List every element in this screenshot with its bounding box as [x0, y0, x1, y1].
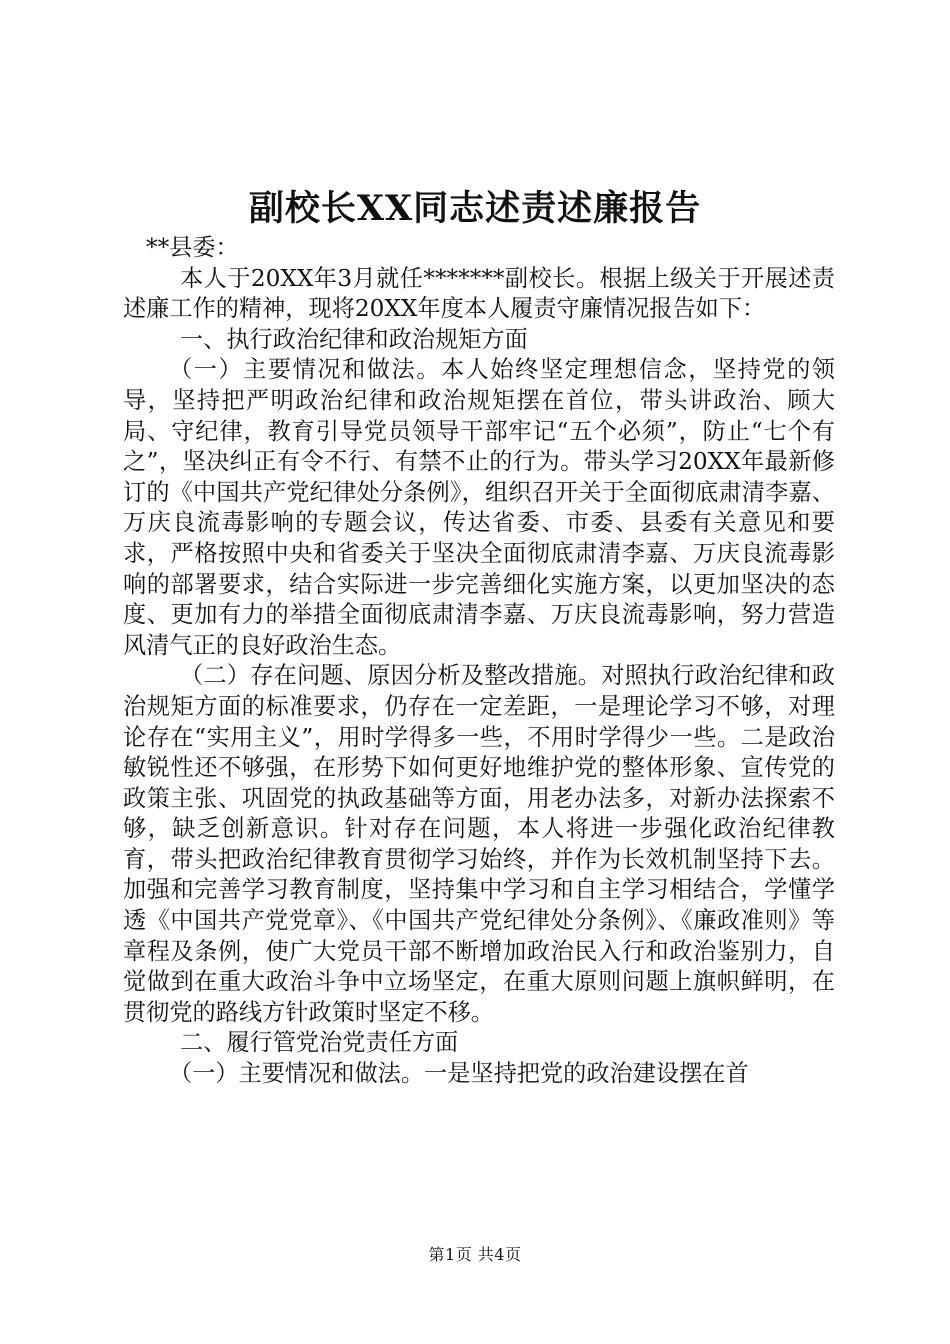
paragraph-1-1: （一）主要情况和做法。本人始终坚定理想信念，坚持党的领导，坚持把严明政治纪律和政治规矩摆在首位，带头讲政治、顾大局、守纪律，教育引导党员领导干部牢记“五个必须”，防止“七个有之”，坚决纠正有令不行、有禁不止的行为。带头学习20XX年最新修订的《中国共产党纪律处分条例》，组织召开关于全面彻底肃清李嘉、万庆良流毒影响的专题会议，传达省委、市委、县委有关意见和要求，严格按照中央和省委关于坚决全面彻底肃清李嘉、万庆良流毒影响的部署要求，结合实际进一步完善细化实施方案，以更加坚决的态度、更加有力的举措全面彻底肃清李嘉、万庆良流毒影响，努力营造风清气正的良好政治生态。	[123, 356, 835, 659]
salutation: **县委：	[146, 234, 239, 261]
paragraph-1-2: （二）存在问题、原因分析及整改措施。对照执行政治纪律和政治规矩方面的标准要求，仍存在一定差距，一是理论学习不够，对理论存在“实用主义”，用时学得多一些，不用时学得少一些。二是政治敏锐性还不够强，在形势下如何更好地维护党的整体形象、宣传党的政策主张、巩固党的执政基础等方面，用老办法多，对新办法探索不够，缺乏创新意识。针对存在问题，本人将进一步强化政治纪律教育，带头把政治纪律教育贯彻学习始终，并作为长效机制坚持下去。加强和完善学习教育制度，坚持集中学习和自主学习相结合，学懂学透《中国共产党党章》、《中国共产党纪律处分条例》、《廉政准则》等章程及条例，使广大党员干部不断增加政治民入行和政治鉴别力，自觉做到在重大政治斗争中立场坚定，在重大原则问题上旗帜鲜明，在贯彻党的路线方针政策时坚定不移。	[123, 662, 835, 1026]
document-title: 副校长XX同志述责述廉报告	[248, 188, 702, 229]
page-footer: 第1页 共4页	[428, 1245, 522, 1264]
section-heading-1: 一、执行政治纪律和政治规矩方面	[180, 325, 528, 353]
section-heading-2: 二、履行管党治党责任方面	[180, 1029, 459, 1057]
document-body	[123, 233, 835, 1090]
paragraph-intro: 本人于20XX年3月就任*******副校长。根据上级关于开展述责述廉工作的精神，现将20XX年度本人履责守廉情况报告如下：	[123, 264, 835, 323]
paragraph-2-1: （一）主要情况和做法。一是坚持把党的政治建设摆在首	[169, 1060, 749, 1088]
